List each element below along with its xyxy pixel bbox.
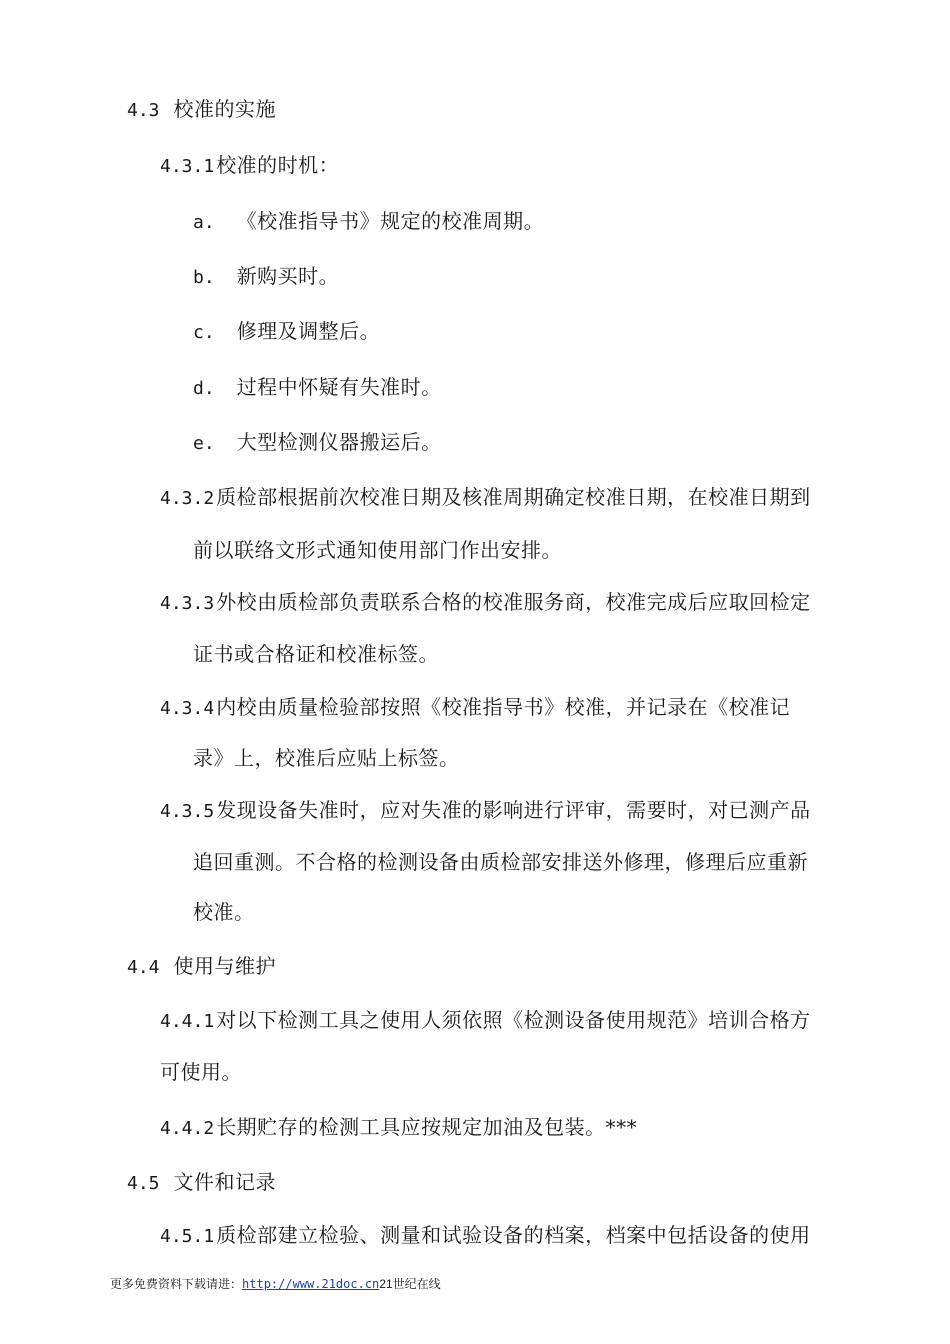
- clause-number: 4.3.3: [160, 593, 215, 614]
- clause-number: 4.3.4: [160, 698, 215, 719]
- list-item-text: 大型检测仪器搬运后。: [236, 430, 442, 454]
- clause-text: 发现设备失准时，应对失准的影响进行评审，需要时，对已测产品: [216, 798, 811, 822]
- clause-4-4-1: [160, 1007, 811, 1035]
- clause-text: 校准的时机：: [216, 153, 340, 177]
- clause-4-3-1: [160, 152, 339, 180]
- footer-link[interactable]: http://www.21doc.cn: [242, 1277, 380, 1291]
- section-number: 4.4: [127, 957, 160, 978]
- clause-number: 4.4.2: [160, 1118, 215, 1139]
- list-item-text: 过程中怀疑有失准时。: [236, 375, 442, 399]
- clause-number: 4.3.1: [160, 156, 215, 177]
- footer-prefix: 更多免费资料下载请进：: [110, 1277, 243, 1291]
- clause-4-3-5: [160, 797, 811, 825]
- list-item: [193, 263, 339, 291]
- list-item: [193, 318, 380, 346]
- clause-number: 4.5.1: [160, 1226, 215, 1247]
- clause-4-5-1: [160, 1222, 811, 1250]
- clause-text: 质检部根据前次校准日期及核准周期确定校准日期，在校准日期到: [216, 485, 811, 509]
- section-title: 校准的实施: [173, 97, 277, 121]
- list-item-label: e.: [193, 433, 215, 454]
- section-number: 4.5: [127, 1173, 160, 1194]
- section-title: 使用与维护: [173, 954, 277, 978]
- clause-4-3-5-cont: 校准。: [193, 900, 255, 924]
- list-item-text: 新购买时。: [236, 264, 340, 288]
- list-item-text: 修理及调整后。: [236, 319, 381, 343]
- clause-text: 内校由质量检验部按照《校准指导书》校准，并记录在《校准记: [216, 695, 791, 719]
- list-item-label: c.: [193, 322, 215, 343]
- clause-4-3-4: [160, 694, 790, 722]
- clause-4-3-3-cont: 证书或合格证和校准标签。: [193, 642, 439, 666]
- clause-4-3-3: [160, 589, 811, 617]
- clause-text: 对以下检测工具之使用人须依照《检测设备使用规范》培训合格方: [216, 1008, 811, 1032]
- clause-text: 外校由质检部负责联系合格的校准服务商，校准完成后应取回检定: [216, 590, 811, 614]
- heading-4-4: [127, 953, 276, 981]
- clause-4-3-2-cont: 前以联络文形式通知使用部门作出安排。: [193, 538, 562, 562]
- list-item: [193, 374, 442, 402]
- clause-4-4-2: [160, 1114, 637, 1142]
- clause-number: 4.4.1: [160, 1011, 215, 1032]
- clause-number: 4.3.5: [160, 801, 215, 822]
- heading-4-3: [127, 96, 276, 124]
- list-item-label: a.: [193, 212, 215, 233]
- footer-site-name: 21世纪在线: [379, 1277, 441, 1291]
- clause-text: 质检部建立检验、测量和试验设备的档案，档案中包括设备的使用: [216, 1223, 811, 1247]
- list-item: [193, 429, 442, 457]
- clause-4-3-4-cont: 录》上，校准后应贴上标签。: [193, 746, 460, 770]
- page-footer: [110, 1276, 441, 1292]
- list-item: [193, 208, 544, 236]
- clause-text: 长期贮存的检测工具应按规定加油及包装。***: [216, 1115, 638, 1139]
- list-item-label: b.: [193, 267, 215, 288]
- clause-4-4-1-cont: 可使用。: [160, 1060, 242, 1084]
- section-title: 文件和记录: [173, 1170, 277, 1194]
- clause-4-3-5-cont: 追回重测。不合格的检测设备由质检部安排送外修理，修理后应重新: [193, 850, 808, 874]
- clause-number: 4.3.2: [160, 488, 215, 509]
- heading-4-5: [127, 1169, 276, 1197]
- clause-4-3-2: [160, 484, 811, 512]
- list-item-label: d.: [193, 378, 215, 399]
- section-number: 4.3: [127, 100, 160, 121]
- list-item-text: 《校准指导书》规定的校准周期。: [236, 209, 545, 233]
